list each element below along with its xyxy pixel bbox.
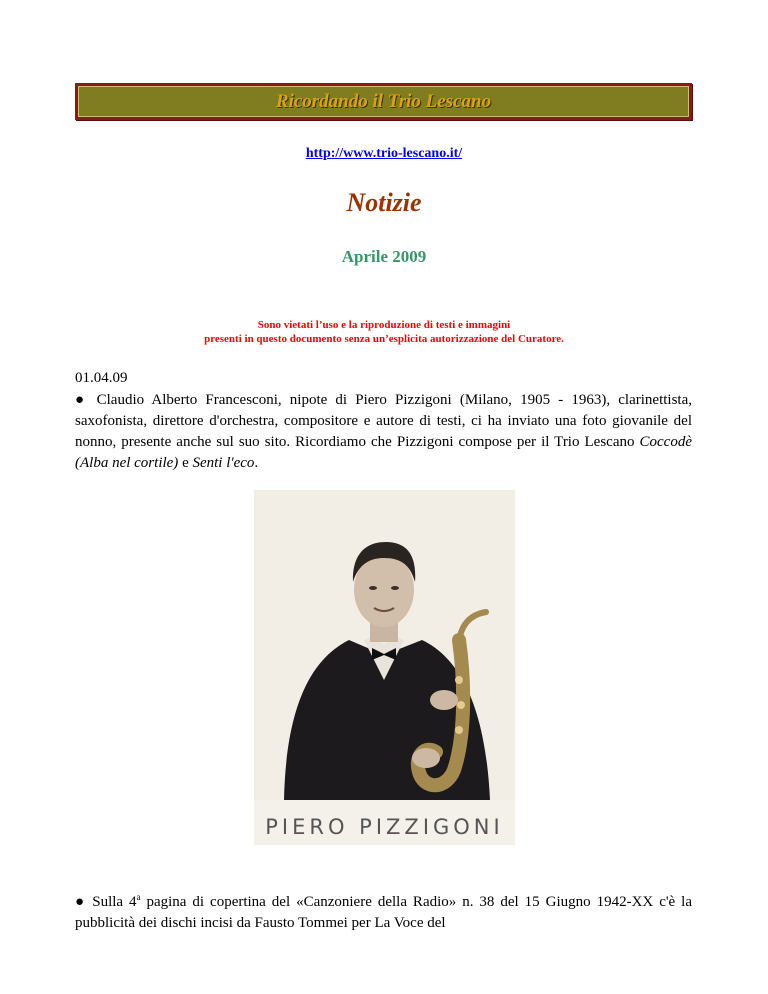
portrait-photo: [254, 490, 515, 845]
copyright-notice: [0, 318, 768, 346]
conjunction: e: [178, 455, 193, 471]
banner: [75, 83, 692, 120]
news-paragraph-1: [75, 390, 692, 474]
banner-title: Ricordando il Trio Lescano: [275, 90, 492, 112]
paragraph-start: ● Sulla 4: [75, 894, 137, 910]
notice-line-2: presenti in questo documento senza un’esplicita autorizzazione del Curatore.: [204, 333, 564, 345]
paragraph-text: ● Claudio Alberto Francesconi, nipote di Piero Pizzigoni (Milano, 1905 - 1963), clarinettista, saxofonista, direttore d'orchestra, compositore e autore di testi, ci ha inviato una foto giovanile del nonno, presente anche sul suo sito. Ricordiamo che Pizzigoni compose per il Trio Lescano: [75, 392, 692, 450]
saxophonist-photo-icon: [254, 490, 515, 800]
month-heading: Aprile 2009: [341, 247, 427, 266]
song-title-coccode: Coccodè (Alba nel cortile): [75, 434, 692, 471]
banner-panel: [78, 86, 689, 117]
paragraph-text-2: pagina di copertina del «Canzoniere della Radio» n. 38 del 15 Giugno 1942-XX c'è la pubblicità dei dischi incisi da Fausto Tommei per La Voce del: [75, 894, 692, 931]
news-paragraph-2: [75, 887, 692, 934]
notice-line-1: Sono vietati l’uso e la riproduzione di testi e immagini: [257, 319, 511, 331]
paragraph-end: .: [254, 455, 259, 471]
song-title-senti-leco: Senti l'eco: [192, 455, 255, 471]
page-title: Notizie: [346, 188, 422, 217]
site-link[interactable]: http://www.trio-lescano.it/: [305, 146, 463, 161]
entry-date: 01.04.09: [75, 370, 128, 386]
ordinal-superscript: a: [136, 892, 141, 902]
photo-caption: PIERO PIZZIGONI: [265, 815, 504, 839]
